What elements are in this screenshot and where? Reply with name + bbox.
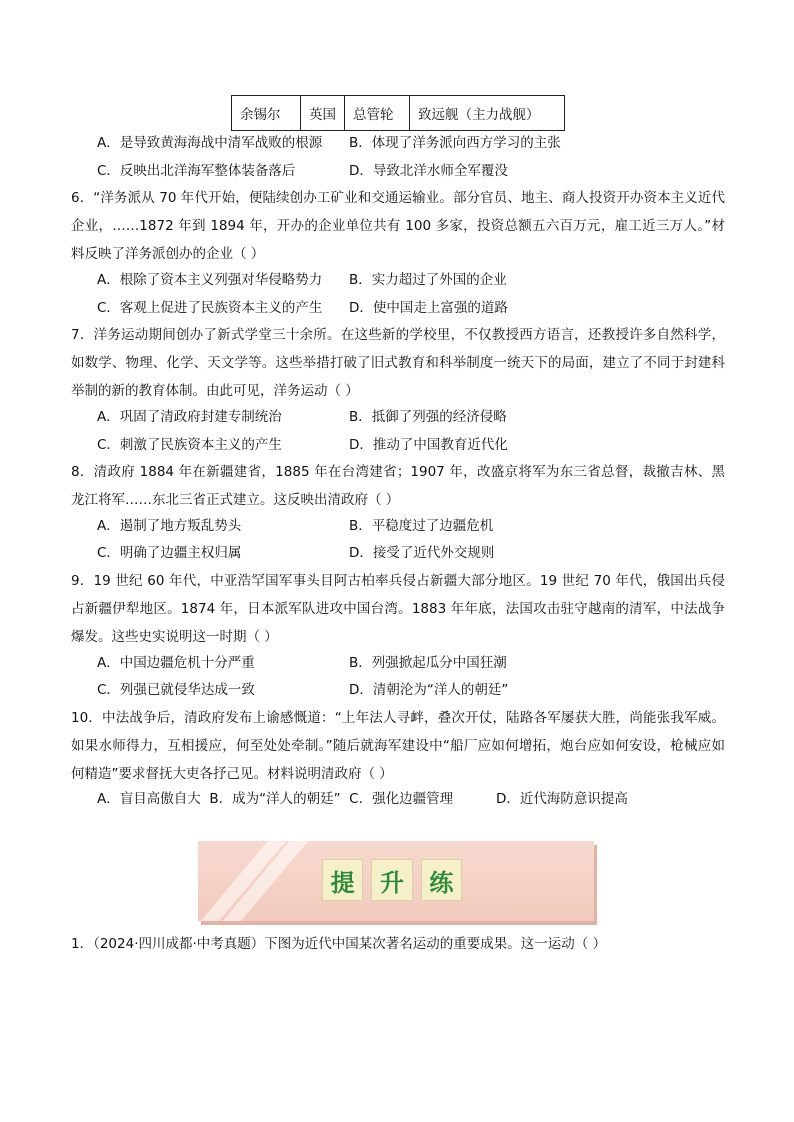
table-cell: 总管轮 [345, 96, 410, 131]
section-title [322, 855, 462, 905]
q7-option-d[interactable]: D．推动了中国教育近代化 [349, 437, 508, 453]
q8-option-a[interactable]: A．遏制了地方叛乱势头 [97, 518, 242, 534]
q7-stem: 7．洋务运动期间创办了新式学堂三十余所。在这些新的学校里，不仅教授西方语言，还教授许多自然科学，如数学、物理、化学、天文学等。这些举措打破了旧式教育和科举制度一统天下的局面，建立了不同于封建科举制的新的教育体制。由此可见，洋务运动（ ） [71, 327, 725, 399]
q5-option-d[interactable]: D．导致北洋水师全军覆没 [349, 163, 508, 179]
q9-stem: 9．19 世纪 60 年代，中亚浩罕国军事头目阿古柏率兵侵占新疆大部分地区。19 世纪 70 年代，俄国出兵侵占新疆伊犁地区。1874 年，日本派军队进攻中国台湾。1883 年年底，法国攻击驻守越南的清军，中法战争爆发。这些史实说明这一时期（ ） [71, 573, 725, 645]
q10-options[interactable]: A．盲目高傲自大 B．成为“洋人的朝廷” C．强化边疆管理 D．近代海防意识提高 [97, 791, 628, 807]
q6-option-a[interactable]: A．根除了资本主义列强对华侵略势力 [97, 272, 323, 288]
q5-option-b[interactable]: B．体现了洋务派向西方学习的主张 [349, 135, 561, 151]
q7-option-b[interactable]: B．抵御了列强的经济侵略 [349, 409, 507, 425]
section-title-char: 练 [421, 859, 462, 901]
q7-option-a[interactable]: A．巩固了清政府封建专制统治 [97, 409, 282, 425]
q10-stem: 10．中法战争后，清政府发布上谕感慨道：“上年法人寻衅，叠次开仗，陆路各军屡获大胜，尚能张我军威。如果水师得力，互相援应，何至处处牵制。”随后就海军建设中“船厂应如何增拓，炮台应如何安设，枪械应如何精造”要求督抚大吏各抒己见。材料说明清政府（ ） [71, 710, 725, 782]
q6-stem: 6．“洋务派从 70 年代开始，便陆续创办工矿业和交通运输业。部分官员、地主、商人投资开办资本主义近代企业，……1872 年到 1894 年，开办的企业单位共有 100 多家，投资总额五六百万元，雇工近三万人。”材料反映了洋务派创办的企业（ ） [71, 190, 725, 262]
table-cell: 英国 [301, 96, 345, 131]
q8-option-d[interactable]: D．接受了近代外交规则 [349, 545, 495, 561]
table-cell: 致远舰（主力战舰） [410, 96, 565, 131]
q8-option-b[interactable]: B．平稳度过了边疆危机 [349, 518, 494, 534]
q8-option-c[interactable]: C．明确了边疆主权归属 [97, 545, 242, 561]
ship-personnel-table [231, 95, 565, 131]
section-title-char: 提 [322, 859, 363, 901]
q9-option-c[interactable]: C．列强已就侵华达成一致 [97, 682, 255, 698]
q5-option-a[interactable]: A．是导致黄海海战中清军战败的根源 [97, 135, 323, 151]
section-title-char: 升 [371, 859, 412, 901]
q9-option-a[interactable]: A．中国边疆危机十分严重 [97, 655, 255, 671]
q5-option-c[interactable]: C．反映出北洋海军整体装备落后 [97, 163, 296, 179]
q9-option-b[interactable]: B．列强掀起瓜分中国狂潮 [349, 655, 507, 671]
q1-stem: 1．（2024·四川成都·中考真题）下图为近代中国某次著名运动的重要成果。这一运动（ ） [71, 936, 607, 952]
q8-stem: 8．清政府 1884 年在新疆建省，1885 年在台湾建省；1907 年，改盛京将军为东三省总督，裁撤吉林、黑龙江将军……东北三省正式建立。这反映出清政府（ ） [71, 464, 725, 508]
q7-option-c[interactable]: C．刺激了民族资本主义的产生 [97, 437, 282, 453]
q6-option-b[interactable]: B．实力超过了外国的企业 [349, 272, 507, 288]
q6-option-d[interactable]: D．使中国走上富强的道路 [349, 300, 508, 316]
q6-option-c[interactable]: C．客观上促进了民族资本主义的产生 [97, 300, 323, 316]
section-banner [198, 841, 594, 921]
table-cell: 余锡尔 [232, 96, 301, 131]
q9-option-d[interactable]: D．清朝沦为“洋人的朝廷” [349, 682, 509, 698]
table-row [232, 96, 565, 131]
